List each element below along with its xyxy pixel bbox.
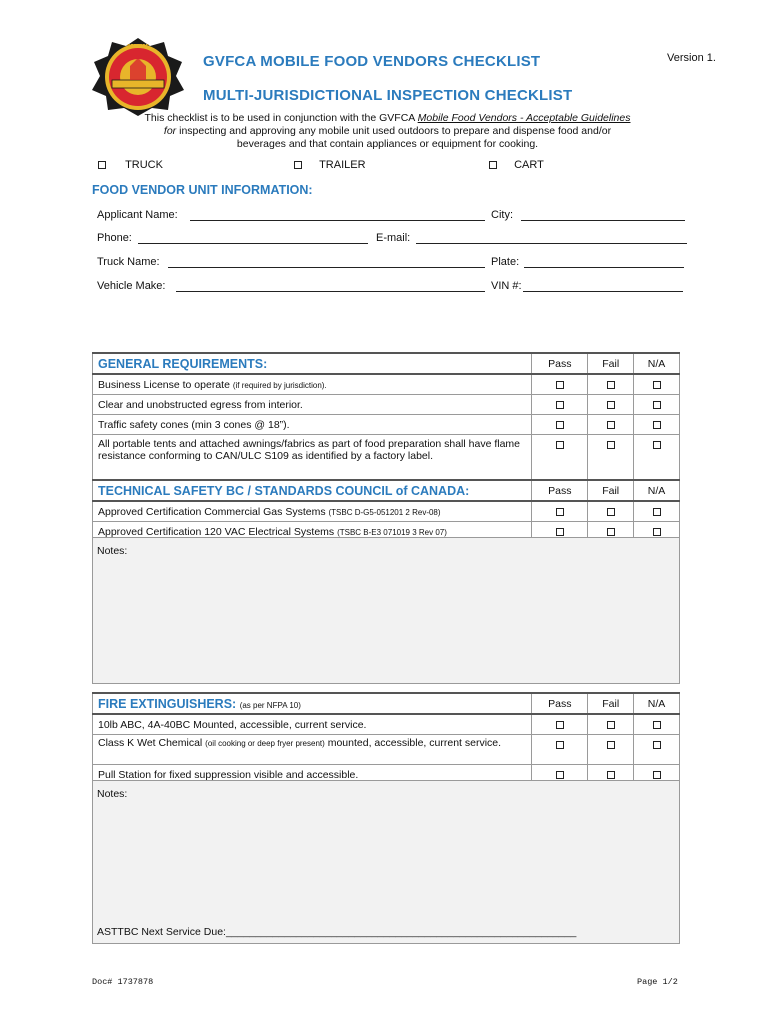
truck-name-label: Truck Name:: [97, 256, 160, 268]
fail-checkbox[interactable]: [607, 508, 615, 516]
pass-checkbox[interactable]: [556, 741, 564, 749]
fail-cell: [588, 714, 634, 735]
pass-cell: [532, 415, 588, 435]
city-label: City:: [491, 209, 513, 221]
pass-checkbox[interactable]: [556, 771, 564, 779]
pass-checkbox[interactable]: [556, 721, 564, 729]
fail-cell: [588, 735, 634, 765]
fail-column-header: Fail: [588, 480, 634, 501]
requirement-after: mounted, accessible, current service.: [324, 737, 502, 749]
technical-safety-table: [92, 479, 680, 542]
trailer-label: TRAILER: [319, 159, 366, 171]
na-cell: [634, 415, 680, 435]
trailer-checkbox[interactable]: [294, 161, 302, 169]
pass-checkbox[interactable]: [556, 508, 564, 516]
svg-text:SERVICE: SERVICE: [127, 44, 149, 50]
requirement-text: Traffic safety cones (min 3 cones @ 18”).: [93, 415, 532, 435]
table-row: [93, 735, 680, 765]
pass-column-header: Pass: [532, 480, 588, 501]
requirement-text: Pull Station for fixed suppression visible and accessible.: [93, 765, 532, 785]
truck-label: TRUCK: [125, 159, 163, 171]
fail-checkbox[interactable]: [607, 741, 615, 749]
vin-field[interactable]: [523, 280, 683, 292]
intro-line3: beverages and that contain appliances or equipment for cooking.: [236, 138, 539, 150]
phone-label: Phone:: [97, 232, 132, 244]
pass-checkbox[interactable]: [556, 401, 564, 409]
phone-field[interactable]: [138, 232, 368, 244]
vendor-info-heading: FOOD VENDOR UNIT INFORMATION:: [92, 183, 313, 197]
fail-cell: [588, 501, 634, 522]
plate-label: Plate:: [491, 256, 520, 268]
gvfca-logo: [88, 36, 188, 118]
applicant-name-field[interactable]: [190, 209, 485, 221]
vin-label: VIN #:: [491, 280, 522, 292]
requirement-main: Approved Certification 120 VAC Electrical Systems: [98, 525, 338, 538]
service-due-line: ASTTBC Next Service Due:____________________________________________________________: [97, 926, 577, 938]
vehicle-make-label: Vehicle Make:: [97, 280, 166, 292]
page-subtitle: MULTI-JURISDICTIONAL INSPECTION CHECKLIST: [203, 87, 573, 104]
fire-notes-label: Notes:: [97, 788, 128, 800]
fail-checkbox[interactable]: [607, 771, 615, 779]
page-title: GVFCA MOBILE FOOD VENDORS CHECKLIST: [203, 53, 541, 70]
fire-header-row: [93, 693, 680, 714]
intro-line1: This checklist is to be used in conjunction with the GVFCA: [144, 112, 418, 124]
na-checkbox[interactable]: [653, 721, 661, 729]
general-heading: GENERAL REQUIREMENTS:: [93, 353, 532, 374]
fire-heading: [93, 693, 532, 714]
fail-column-header: Fail: [588, 353, 634, 374]
technical-notes-label: Notes:: [97, 545, 128, 557]
doc-number: Doc# 1737878: [92, 977, 154, 987]
na-checkbox[interactable]: [653, 381, 661, 389]
pass-cell: [532, 501, 588, 522]
fail-cell: [588, 415, 634, 435]
technical-notes-area[interactable]: [92, 537, 680, 684]
na-checkbox[interactable]: [653, 508, 661, 516]
pass-cell: [532, 714, 588, 735]
na-cell: [634, 435, 680, 480]
truck-name-field[interactable]: [168, 256, 485, 268]
fail-checkbox[interactable]: [607, 721, 615, 729]
pass-cell: [532, 435, 588, 480]
intro-line2: inspecting and approving any mobile unit used outdoors to prepare and dispense food and/or: [176, 125, 612, 137]
pass-cell: [532, 735, 588, 765]
requirement-text: 10lb ABC, 4A-40BC Mounted, accessible, current service.: [93, 714, 532, 735]
fire-heading-text: FIRE EXTINGUISHERS:: [98, 696, 240, 711]
na-cell: [634, 374, 680, 395]
na-checkbox[interactable]: [653, 771, 661, 779]
requirement-note: (TSBC D-G5-051201 2 Rev-08): [328, 507, 441, 517]
pass-checkbox[interactable]: [556, 421, 564, 429]
fire-heading-note: (as per NFPA 10): [239, 700, 301, 710]
table-row: [93, 395, 680, 415]
pass-cell: [532, 374, 588, 395]
requirement-note: (if required by jurisdiction).: [232, 380, 327, 390]
fail-checkbox[interactable]: [607, 441, 615, 449]
requirement-text: [93, 501, 532, 522]
requirement-text: All portable tents and attached awnings/fabrics as part of food preparation shall have flame resistance conforming to CAN/ULC S109 as identified by a factory label.: [93, 435, 532, 480]
pass-checkbox[interactable]: [556, 381, 564, 389]
email-field[interactable]: [416, 232, 687, 244]
na-column-header: N/A: [634, 353, 680, 374]
fail-cell: [588, 435, 634, 480]
na-cell: [634, 395, 680, 415]
cart-checkbox[interactable]: [489, 161, 497, 169]
unit-type-trailer[interactable]: [294, 159, 366, 171]
plate-field[interactable]: [524, 256, 684, 268]
general-header-row: [93, 353, 680, 374]
page-number: Page 1/2: [637, 977, 678, 987]
na-checkbox[interactable]: [653, 441, 661, 449]
cart-label: CART: [514, 159, 544, 171]
guidelines-link[interactable]: Mobile Food Vendors - Acceptable Guidelines: [417, 112, 631, 124]
table-row: [93, 714, 680, 735]
intro-text: [60, 112, 715, 151]
table-row: [93, 415, 680, 435]
requirement-note: (TSBC B-E3 071019 3 Rev 07): [337, 527, 447, 537]
version-label: Version 1.: [667, 52, 716, 64]
requirement-main: Class K Wet Chemical: [98, 737, 206, 749]
technical-heading: TECHNICAL SAFETY BC / STANDARDS COUNCIL of CANADA:: [93, 480, 532, 501]
requirement-text: [93, 374, 532, 395]
fire-notes-area[interactable]: [92, 780, 680, 944]
technical-header-row: [93, 480, 680, 501]
table-row: [93, 501, 680, 522]
fire-extinguishers-table: [92, 692, 680, 785]
applicant-name-label: Applicant Name:: [97, 209, 178, 221]
fail-checkbox[interactable]: [607, 381, 615, 389]
fail-checkbox[interactable]: [607, 528, 615, 536]
fail-checkbox[interactable]: [607, 401, 615, 409]
pass-column-header: Pass: [532, 353, 588, 374]
requirement-main: Business License to operate: [98, 378, 233, 391]
fail-checkbox[interactable]: [607, 421, 615, 429]
na-cell: [634, 735, 680, 765]
pass-cell: [532, 395, 588, 415]
table-row: [93, 435, 680, 480]
intro-for: for: [163, 125, 177, 137]
requirement-note: (oil cooking or deep fryer present): [205, 739, 325, 748]
general-requirements-table: [92, 352, 680, 480]
unit-type-cart[interactable]: [489, 159, 544, 171]
fail-cell: [588, 374, 634, 395]
na-checkbox[interactable]: [653, 528, 661, 536]
na-checkbox[interactable]: [653, 741, 661, 749]
na-column-header: N/A: [634, 693, 680, 714]
pass-column-header: Pass: [532, 693, 588, 714]
email-label: E-mail:: [376, 232, 411, 244]
unit-type-truck[interactable]: [98, 159, 163, 171]
na-cell: [634, 501, 680, 522]
fail-cell: [588, 395, 634, 415]
fail-column-header: Fail: [588, 693, 634, 714]
table-row: [93, 374, 680, 395]
na-cell: [634, 714, 680, 735]
pass-checkbox[interactable]: [556, 528, 564, 536]
vehicle-make-field[interactable]: [176, 280, 485, 292]
requirement-text: Clear and unobstructed egress from interior.: [93, 395, 532, 415]
na-column-header: N/A: [634, 480, 680, 501]
pass-checkbox[interactable]: [556, 441, 564, 449]
na-checkbox[interactable]: [653, 421, 661, 429]
requirement-main: Approved Certification Commercial Gas Systems: [98, 505, 329, 518]
requirement-text: [93, 735, 532, 765]
na-checkbox[interactable]: [653, 401, 661, 409]
truck-checkbox[interactable]: [98, 161, 106, 169]
city-field[interactable]: [521, 209, 685, 221]
